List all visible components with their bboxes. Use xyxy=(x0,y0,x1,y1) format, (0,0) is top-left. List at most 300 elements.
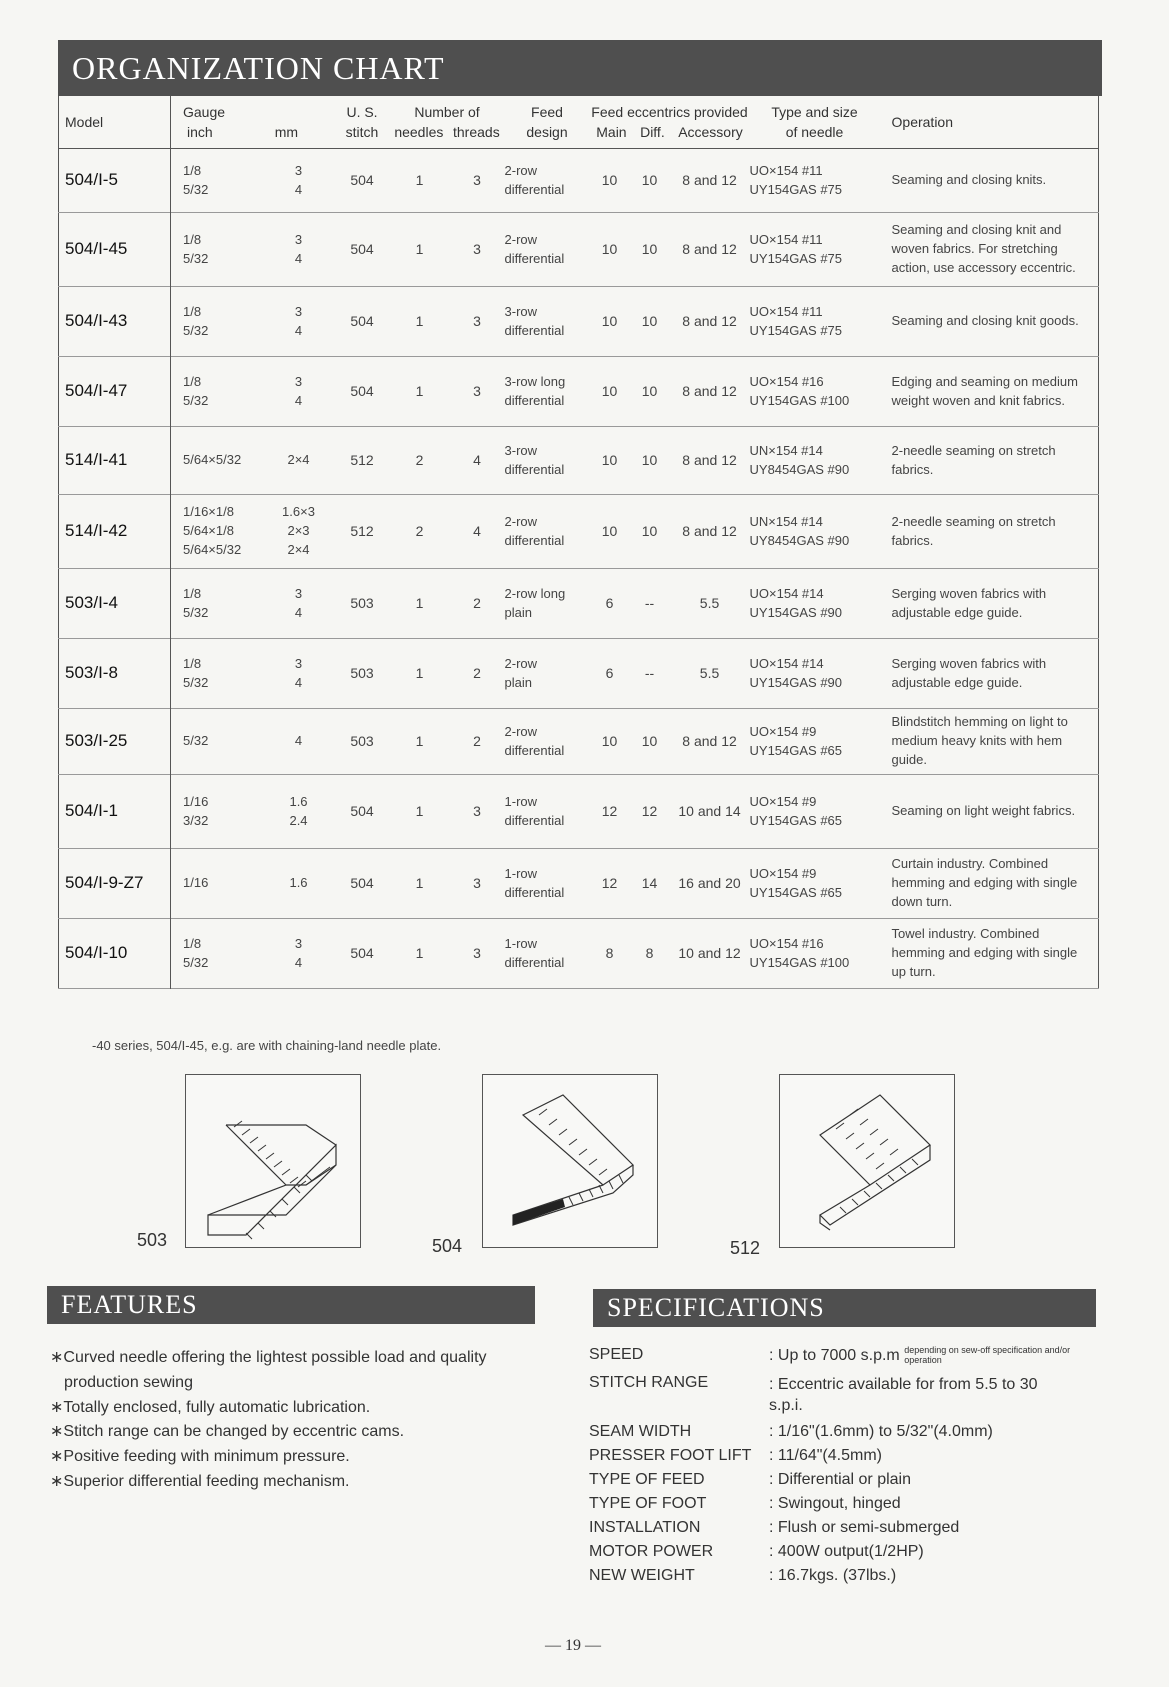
ecc-diff-cell-text: 8 xyxy=(645,945,654,962)
threads-cell xyxy=(450,639,505,709)
needle-type-cell xyxy=(750,149,880,213)
ecc-accessory-cell xyxy=(670,709,750,775)
model-cell-text: 504/I-45 xyxy=(65,239,128,259)
needles-cell-text: 1 xyxy=(415,875,424,892)
gauge-mm-cell xyxy=(263,709,335,775)
gauge-inch-cell-text: 1/16×1/8 5/64×1/8 5/64×5/32 xyxy=(183,504,242,557)
header-feed-design xyxy=(505,96,590,149)
header-stitch: stitch xyxy=(345,124,379,140)
feed-design-cell-text: 1-row differential xyxy=(504,865,565,900)
feed-design-cell xyxy=(505,775,590,849)
gauge-inch-cell-text: 1/16 xyxy=(183,875,209,891)
needles-cell xyxy=(390,919,450,989)
gauge-mm-cell-text: 3 4 xyxy=(294,162,303,197)
operation-cell-text: Curtain industry. Combined hemming and edging with single down turn. xyxy=(891,856,1078,909)
threads-cell-text: 3 xyxy=(473,313,481,330)
model-cell xyxy=(59,919,171,989)
operation-cell-text: Seaming and closing knit and woven fabrics. For stretching action, use accessory eccentric. xyxy=(891,222,1076,275)
needles-cell-text: 1 xyxy=(415,665,424,682)
threads-cell-text: 3 xyxy=(473,945,481,962)
spec-label: SEAM WIDTH xyxy=(589,1422,692,1440)
feed-design-cell-text: 1-row differential xyxy=(504,793,565,828)
feed-design-cell-text: 3-row differential xyxy=(504,303,565,338)
ecc-main-cell xyxy=(590,709,630,775)
ecc-diff-cell xyxy=(630,427,670,495)
gauge-inch-cell xyxy=(171,849,263,919)
stitch-label-504: 504 xyxy=(432,1236,463,1256)
spec-row-installation xyxy=(589,1519,1149,1537)
gauge-inch-cell xyxy=(171,357,263,427)
specifications-title: SPECIFICATIONS xyxy=(593,1289,1096,1327)
needle-type-cell xyxy=(750,569,880,639)
ecc-accessory-cell-text: 8 and 12 xyxy=(682,523,737,540)
header-number-of-label: Number of xyxy=(414,104,480,120)
spec-row-seam-width xyxy=(589,1423,1149,1441)
threads-cell-text: 2 xyxy=(473,665,481,682)
model-cell xyxy=(59,149,171,213)
gauge-mm-cell xyxy=(263,149,335,213)
ecc-diff-cell-text: 10 xyxy=(641,383,658,400)
ecc-main-cell-text: 6 xyxy=(605,665,614,682)
gauge-mm-cell-text: 3 4 xyxy=(294,935,303,970)
table-row xyxy=(59,287,1099,357)
table-row xyxy=(59,639,1099,709)
spec-value: : Flush or semi-submerged xyxy=(769,1518,960,1536)
gauge-mm-cell-text: 1.6 2.4 xyxy=(289,793,308,828)
gauge-mm-cell xyxy=(263,919,335,989)
header-diff: Diff. xyxy=(640,124,665,140)
table-row xyxy=(59,427,1099,495)
ecc-diff-cell xyxy=(630,287,670,357)
ecc-accessory-cell-text: 8 and 12 xyxy=(682,172,737,189)
organization-chart-table xyxy=(58,96,1099,989)
gauge-mm-cell xyxy=(263,287,335,357)
ecc-main-cell-text: 12 xyxy=(601,803,618,820)
header-of-needle: of needle xyxy=(785,124,844,140)
ecc-accessory-cell-text: 5.5 xyxy=(699,665,720,682)
needle-type-cell xyxy=(750,639,880,709)
ecc-accessory-cell-text: 10 and 12 xyxy=(678,945,741,962)
needles-cell-text: 1 xyxy=(415,383,424,400)
ecc-main-cell xyxy=(590,639,630,709)
operation-cell-text: Blindstitch hemming on light to medium heavy knits with hem guide. xyxy=(891,714,1068,767)
gauge-inch-cell-text: 1/16 3/32 xyxy=(183,793,209,828)
feature-item: ∗Superior differential feeding mechanism. xyxy=(50,1472,350,1490)
feed-design-cell-text: 2-row differential xyxy=(504,513,565,548)
table-row xyxy=(59,569,1099,639)
us-stitch-cell-text: 503 xyxy=(350,733,374,750)
us-stitch-cell-text: 512 xyxy=(350,452,374,469)
header-design: design xyxy=(526,124,568,140)
gauge-mm-cell xyxy=(263,213,335,287)
model-cell-text: 504/I-47 xyxy=(65,381,128,401)
us-stitch-cell xyxy=(335,709,390,775)
feature-item: ∗Stitch range can be changed by eccentric cams. xyxy=(50,1423,405,1441)
feed-design-cell xyxy=(505,213,590,287)
gauge-inch-cell-text: 1/8 5/32 xyxy=(183,231,209,266)
threads-cell-text: 2 xyxy=(473,595,481,612)
stitch-512-illustration xyxy=(780,1075,954,1247)
stitch-label-512: 512 xyxy=(730,1238,761,1258)
ecc-main-cell-text: 10 xyxy=(601,452,618,469)
needles-cell-text: 1 xyxy=(415,172,424,189)
spec-label: MOTOR POWER xyxy=(589,1542,714,1560)
table-row xyxy=(59,709,1099,775)
table-header xyxy=(59,96,1099,149)
gauge-mm-cell xyxy=(263,775,335,849)
threads-cell xyxy=(450,149,505,213)
header-threads: threads xyxy=(453,124,500,140)
ecc-diff-cell-text: 10 xyxy=(641,523,658,540)
gauge-inch-cell-text: 5/64×5/32 xyxy=(183,452,242,468)
needle-type-cell xyxy=(750,427,880,495)
gauge-inch-cell xyxy=(171,149,263,213)
header-accessory: Accessory xyxy=(678,124,743,140)
feature-item: ∗Curved needle offering the lightest possible load and quality production sewing xyxy=(50,1349,487,1391)
organization-chart-title: ORGANIZATION CHART xyxy=(58,40,1102,96)
ecc-accessory-cell-text: 8 and 12 xyxy=(682,313,737,330)
threads-cell-text: 3 xyxy=(473,172,481,189)
ecc-main-cell xyxy=(590,849,630,919)
model-cell-text: 514/I-42 xyxy=(65,521,128,541)
needle-type-cell-text: UO×154 #16 UY154GAS #100 xyxy=(749,935,850,970)
operation-cell-text: Seaming on light weight fabrics. xyxy=(891,803,1076,819)
needle-type-cell-text: UO×154 #14 UY154GAS #90 xyxy=(749,585,843,620)
spec-label: NEW WEIGHT xyxy=(589,1566,695,1584)
threads-cell xyxy=(450,287,505,357)
ecc-accessory-cell-text: 8 and 12 xyxy=(682,241,737,258)
gauge-inch-cell-text: 1/8 5/32 xyxy=(183,585,209,620)
model-cell-text: 504/I-9-Z7 xyxy=(65,873,144,893)
operation-cell-text: 2-needle seaming on stretch fabrics. xyxy=(891,442,1056,477)
ecc-main-cell xyxy=(590,569,630,639)
us-stitch-cell xyxy=(335,149,390,213)
operation-cell xyxy=(880,357,1099,427)
needle-type-cell-text: UO×154 #11 UY154GAS #75 xyxy=(749,303,843,338)
ecc-accessory-cell xyxy=(670,149,750,213)
gauge-inch-cell xyxy=(171,775,263,849)
gauge-inch-cell xyxy=(171,569,263,639)
gauge-inch-cell xyxy=(171,213,263,287)
spec-value xyxy=(769,1346,1149,1366)
threads-cell xyxy=(450,775,505,849)
needle-type-cell xyxy=(750,775,880,849)
needle-type-cell-text: UO×154 #9 UY154GAS #65 xyxy=(749,793,843,828)
ecc-accessory-cell-text: 16 and 20 xyxy=(678,875,741,892)
spec-row-motor-power xyxy=(589,1543,1149,1561)
us-stitch-cell xyxy=(335,569,390,639)
threads-cell-text: 3 xyxy=(473,803,481,820)
header-eccentrics-label: Feed eccentrics provided xyxy=(591,104,748,120)
feed-design-cell-text: 2-row differential xyxy=(504,723,565,758)
model-cell xyxy=(59,709,171,775)
spec-row-presser-foot-lift xyxy=(589,1447,1149,1465)
ecc-accessory-cell-text: 5.5 xyxy=(699,595,720,612)
model-cell-text: 503/I-25 xyxy=(65,731,128,751)
ecc-accessory-cell xyxy=(670,849,750,919)
spec-row-type-of-foot xyxy=(589,1495,1149,1513)
ecc-diff-cell-text: 10 xyxy=(641,313,658,330)
us-stitch-cell-text: 504 xyxy=(350,945,374,962)
operation-cell-text: Towel industry. Combined hemming and edging with single up turn. xyxy=(891,926,1078,979)
table-row xyxy=(59,357,1099,427)
ecc-diff-cell-text: -- xyxy=(644,595,655,612)
needles-cell-text: 1 xyxy=(415,803,424,820)
us-stitch-cell xyxy=(335,495,390,569)
needles-cell xyxy=(390,149,450,213)
operation-cell xyxy=(880,427,1099,495)
ecc-diff-cell-text: 10 xyxy=(641,452,658,469)
model-cell xyxy=(59,495,171,569)
operation-cell xyxy=(880,569,1099,639)
spec-row-new-weight xyxy=(589,1567,1149,1585)
operation-cell-text: Seaming and closing knits. xyxy=(891,172,1047,188)
operation-cell xyxy=(880,495,1099,569)
needles-cell xyxy=(390,775,450,849)
us-stitch-cell-text: 504 xyxy=(350,313,374,330)
needle-type-cell xyxy=(750,357,880,427)
header-main: Main xyxy=(596,124,627,140)
ecc-accessory-cell xyxy=(670,495,750,569)
table-body xyxy=(59,149,1099,989)
ecc-main-cell-text: 10 xyxy=(601,733,618,750)
needles-cell-text: 2 xyxy=(415,523,424,540)
spec-value: : Differential or plain xyxy=(769,1470,911,1488)
gauge-inch-cell xyxy=(171,709,263,775)
gauge-inch-cell-text: 1/8 5/32 xyxy=(183,303,209,338)
ecc-main-cell-text: 8 xyxy=(605,945,614,962)
spec-value: : 16.7kgs. (37lbs.) xyxy=(769,1566,897,1584)
table-row xyxy=(59,213,1099,287)
needle-type-cell xyxy=(750,849,880,919)
operation-cell xyxy=(880,213,1099,287)
needle-type-cell xyxy=(750,919,880,989)
model-cell xyxy=(59,357,171,427)
feed-design-cell xyxy=(505,639,590,709)
gauge-inch-cell xyxy=(171,639,263,709)
header-type-size-label: Type and size xyxy=(771,104,858,120)
ecc-accessory-cell xyxy=(670,639,750,709)
us-stitch-cell-text: 504 xyxy=(350,241,374,258)
feed-design-cell-text: 2-row long plain xyxy=(504,585,566,620)
ecc-main-cell-text: 10 xyxy=(601,241,618,258)
threads-cell xyxy=(450,849,505,919)
operation-cell-text: 2-needle seaming on stretch fabrics. xyxy=(891,513,1056,548)
gauge-inch-cell xyxy=(171,287,263,357)
gauge-inch-cell xyxy=(171,495,263,569)
gauge-mm-cell-text: 3 4 xyxy=(294,585,303,620)
model-cell xyxy=(59,569,171,639)
table-row xyxy=(59,495,1099,569)
needle-type-cell xyxy=(750,495,880,569)
gauge-inch-cell xyxy=(171,427,263,495)
gauge-mm-cell-text: 3 4 xyxy=(294,231,303,266)
needles-cell-text: 1 xyxy=(415,595,424,612)
threads-cell xyxy=(450,427,505,495)
model-cell-text: 504/I-43 xyxy=(65,311,128,331)
header-gauge-label: Gauge xyxy=(183,104,226,120)
gauge-inch-cell-text: 5/32 xyxy=(183,733,209,749)
specifications-list xyxy=(589,1346,1149,1591)
needles-cell xyxy=(390,495,450,569)
gauge-mm-cell xyxy=(263,849,335,919)
model-cell-text: 503/I-4 xyxy=(65,593,118,613)
ecc-diff-cell-text: -- xyxy=(644,665,655,682)
ecc-main-cell-text: 6 xyxy=(605,595,614,612)
feed-design-cell xyxy=(505,569,590,639)
ecc-main-cell-text: 10 xyxy=(601,383,618,400)
us-stitch-cell xyxy=(335,919,390,989)
header-type-size xyxy=(750,96,880,149)
feed-design-cell-text: 2-row differential xyxy=(504,231,565,266)
threads-cell-text: 4 xyxy=(473,452,481,469)
needles-cell xyxy=(390,357,450,427)
operation-cell xyxy=(880,849,1099,919)
feed-design-cell xyxy=(505,849,590,919)
model-cell xyxy=(59,427,171,495)
operation-cell xyxy=(880,287,1099,357)
operation-cell-text: Serging woven fabrics with adjustable edge guide. xyxy=(891,585,1047,620)
ecc-diff-cell xyxy=(630,357,670,427)
header-gauge xyxy=(171,96,335,149)
operation-cell xyxy=(880,639,1099,709)
model-cell xyxy=(59,849,171,919)
us-stitch-cell xyxy=(335,775,390,849)
model-cell xyxy=(59,213,171,287)
spec-row-stitch-range xyxy=(589,1374,1149,1417)
gauge-inch-cell-text: 1/8 5/32 xyxy=(183,162,209,197)
gauge-mm-cell-text: 2×4 xyxy=(287,452,310,468)
gauge-mm-cell-text: 3 4 xyxy=(294,655,303,690)
operation-cell-text: Serging woven fabrics with adjustable edge guide. xyxy=(891,655,1047,690)
gauge-inch-cell-text: 1/8 5/32 xyxy=(183,655,209,690)
model-cell xyxy=(59,775,171,849)
us-stitch-cell xyxy=(335,213,390,287)
spec-label: INSTALLATION xyxy=(589,1518,701,1536)
needles-cell-text: 1 xyxy=(415,733,424,750)
threads-cell xyxy=(450,213,505,287)
table-row xyxy=(59,149,1099,213)
spec-value: : Eccentric available for from 5.5 to 30 s.p.i. xyxy=(769,1375,1038,1415)
header-eccentrics xyxy=(590,96,750,149)
ecc-diff-cell xyxy=(630,213,670,287)
gauge-mm-cell-text: 1.6 xyxy=(289,875,308,891)
table-footnote: -40 series, 504/I-45, e.g. are with chaining-land needle plate. xyxy=(92,1038,442,1053)
spec-value: : 11/64"(4.5mm) xyxy=(769,1446,882,1464)
gauge-mm-cell-text: 1.6×3 2×3 2×4 xyxy=(282,504,315,557)
feed-design-cell xyxy=(505,427,590,495)
spec-row-type-of-feed xyxy=(589,1471,1149,1489)
spec-note: depending on sew-off specification and/or operation xyxy=(904,1345,1071,1365)
feed-design-cell xyxy=(505,287,590,357)
spec-value: : 400W output(1/2HP) xyxy=(769,1542,924,1560)
header-needles: needles xyxy=(394,124,444,140)
gauge-mm-cell-text: 3 4 xyxy=(294,303,303,338)
header-feed: Feed xyxy=(531,104,563,120)
needle-type-cell xyxy=(750,709,880,775)
needles-cell xyxy=(390,849,450,919)
stitch-diagram-504 xyxy=(482,1074,658,1248)
ecc-accessory-cell xyxy=(670,569,750,639)
model-cell xyxy=(59,639,171,709)
header-us: U. S. xyxy=(346,104,378,120)
table-row xyxy=(59,775,1099,849)
us-stitch-cell-text: 504 xyxy=(350,803,374,820)
stitch-diagram-503 xyxy=(185,1074,361,1248)
stitch-504-illustration xyxy=(483,1075,657,1247)
ecc-main-cell xyxy=(590,149,630,213)
threads-cell xyxy=(450,709,505,775)
needles-cell xyxy=(390,639,450,709)
needles-cell xyxy=(390,569,450,639)
ecc-diff-cell xyxy=(630,639,670,709)
us-stitch-cell-text: 504 xyxy=(350,383,374,400)
gauge-inch-cell-text: 1/8 5/32 xyxy=(183,935,209,970)
spec-label: SPEED xyxy=(589,1346,644,1363)
model-cell-text: 504/I-1 xyxy=(65,801,118,821)
operation-cell xyxy=(880,709,1099,775)
ecc-accessory-cell-text: 8 and 12 xyxy=(682,452,737,469)
us-stitch-cell xyxy=(335,849,390,919)
ecc-diff-cell xyxy=(630,849,670,919)
threads-cell xyxy=(450,569,505,639)
spec-value-text: : Up to 7000 s.p.m xyxy=(769,1347,900,1365)
feed-design-cell xyxy=(505,357,590,427)
needle-type-cell xyxy=(750,213,880,287)
table-row xyxy=(59,849,1099,919)
feed-design-cell-text: 1-row differential xyxy=(504,935,565,970)
us-stitch-cell-text: 504 xyxy=(350,875,374,892)
ecc-main-cell-text: 10 xyxy=(601,172,618,189)
gauge-inch-cell xyxy=(171,919,263,989)
spec-label: TYPE OF FOOT xyxy=(589,1494,707,1512)
ecc-diff-cell xyxy=(630,919,670,989)
threads-cell-text: 3 xyxy=(473,383,481,400)
ecc-diff-cell-text: 10 xyxy=(641,172,658,189)
ecc-accessory-cell xyxy=(670,357,750,427)
needle-type-cell-text: UN×154 #14 UY8454GAS #90 xyxy=(749,442,850,477)
feed-design-cell xyxy=(505,709,590,775)
stitch-503-illustration xyxy=(186,1075,360,1247)
feed-design-cell-text: 2-row differential xyxy=(504,162,565,197)
model-cell-text: 514/I-41 xyxy=(65,450,128,470)
operation-cell-text: Seaming and closing knit goods. xyxy=(891,313,1079,329)
ecc-diff-cell xyxy=(630,569,670,639)
needles-cell xyxy=(390,287,450,357)
feed-design-cell xyxy=(505,149,590,213)
operation-cell xyxy=(880,775,1099,849)
needles-cell-text: 1 xyxy=(415,313,424,330)
ecc-accessory-cell xyxy=(670,287,750,357)
us-stitch-cell-text: 512 xyxy=(350,523,374,540)
needle-type-cell-text: UO×154 #11 UY154GAS #75 xyxy=(749,231,843,266)
ecc-accessory-cell xyxy=(670,775,750,849)
ecc-accessory-cell xyxy=(670,427,750,495)
ecc-diff-cell-text: 12 xyxy=(641,803,658,820)
gauge-mm-cell xyxy=(263,639,335,709)
header-number-of xyxy=(390,96,505,149)
gauge-inch-cell-text: 1/8 5/32 xyxy=(183,373,209,408)
needles-cell-text: 2 xyxy=(415,452,424,469)
needle-type-cell-text: UO×154 #9 UY154GAS #65 xyxy=(749,865,843,900)
feature-item: ∗Totally enclosed, fully automatic lubrication. xyxy=(50,1398,371,1416)
model-cell xyxy=(59,287,171,357)
ecc-accessory-cell-text: 10 and 14 xyxy=(678,803,741,820)
gauge-mm-cell xyxy=(263,357,335,427)
needles-cell xyxy=(390,213,450,287)
ecc-main-cell xyxy=(590,427,630,495)
operation-cell-text: Edging and seaming on medium weight woven and knit fabrics. xyxy=(891,373,1078,408)
